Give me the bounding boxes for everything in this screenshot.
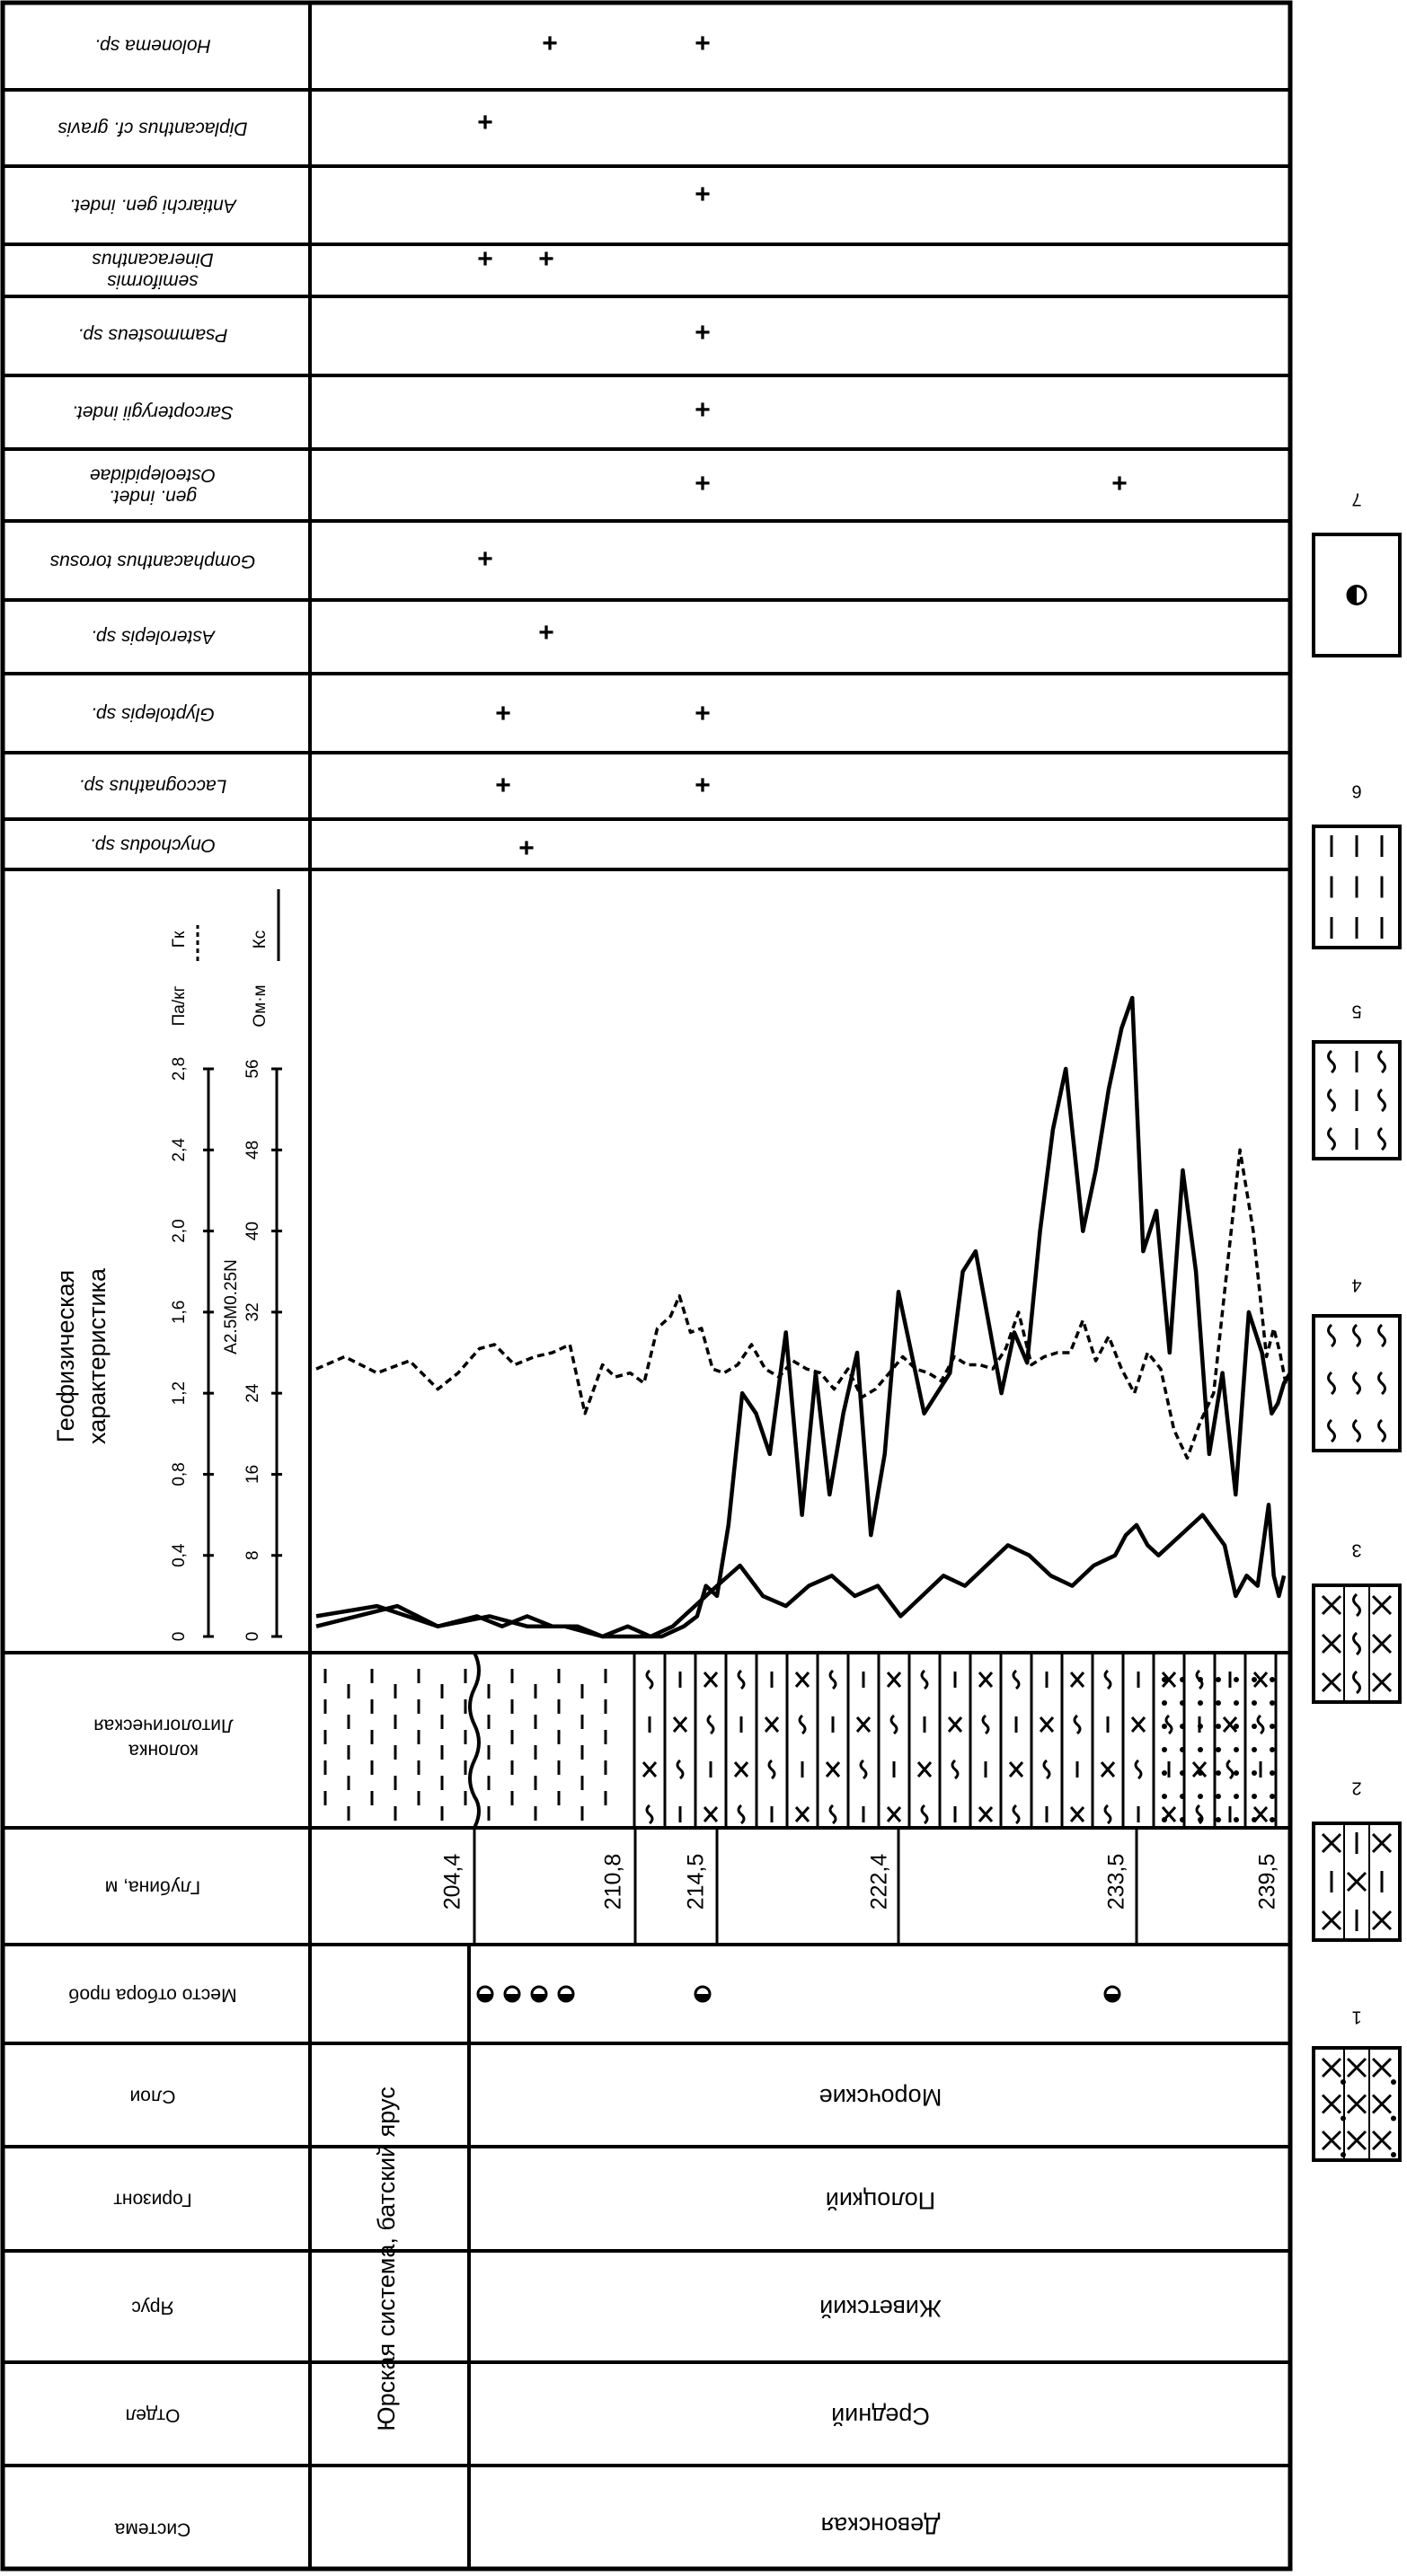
occurrence-mark: + — [695, 698, 711, 728]
ks-tick-label: 8 — [243, 1550, 263, 1561]
ks-tick-label: 56 — [243, 1059, 263, 1079]
section-body — [3, 3, 1290, 2569]
ks-unit-label: Ом·м — [251, 984, 270, 1028]
occurrence-mark: + — [695, 394, 711, 425]
header-lithology-line2: колонка — [128, 1740, 199, 1761]
outer-frame — [3, 3, 1290, 2569]
taxon-name: Holonema sp. — [94, 35, 211, 57]
taxon-name: Psammosteus sp. — [77, 324, 228, 346]
occurrence-mark: + — [538, 617, 554, 648]
gk-tick-label: 1,2 — [170, 1381, 190, 1406]
legend-pattern — [1348, 587, 1366, 604]
taxon-name: Diplacanthus cf. gravis — [58, 118, 248, 139]
legend-number: 4 — [1351, 1275, 1362, 1295]
layers-value: Морочские — [819, 2083, 942, 2111]
occurrence-mark: + — [695, 179, 711, 209]
occurrence-mark: + — [495, 770, 511, 800]
ks-tick-label: 24 — [243, 1383, 263, 1403]
taxon-name: Asterolepis sp. — [91, 626, 215, 648]
header-layers: Слои — [129, 2086, 176, 2107]
horizon-value: Полоцкий — [825, 2186, 936, 2214]
legend-number: 3 — [1351, 1539, 1362, 1560]
taxon-name: semiformis — [107, 270, 199, 292]
occurrence-mark: + — [518, 833, 535, 863]
taxon-name: Glyptolepis sp. — [91, 703, 215, 725]
taxon-name: Antiarchi gen. indet. — [69, 195, 236, 216]
ks-tick-label: 32 — [243, 1302, 263, 1322]
occurrence-mark: + — [542, 28, 558, 58]
unconformity-line — [470, 1653, 479, 1828]
stage-value: Живетский — [819, 2294, 942, 2322]
occurrence-mark: + — [695, 770, 711, 800]
legend — [1314, 490, 1400, 2160]
header-sample-site: Место отбора проб — [68, 1984, 237, 2006]
header-depth: Глубина, м — [104, 1876, 201, 1898]
taxon-name: Dineracanthus — [92, 249, 214, 270]
chart-plot — [170, 889, 1290, 1641]
depth-mark: 210,8 — [600, 1853, 626, 1910]
legend-number: 1 — [1351, 2007, 1362, 2027]
occurrence-mark: + — [477, 107, 493, 137]
ks-tick-label: 0 — [243, 1631, 263, 1642]
depth-mark: 204,4 — [439, 1853, 465, 1910]
ks-tick-label: 48 — [243, 1140, 263, 1160]
depth-mark: 233,5 — [1103, 1853, 1129, 1910]
header-geophysics-line2: характеристика — [84, 1268, 111, 1444]
gk-unit-label: Па/кг — [170, 985, 190, 1027]
header-lithology-line1: Литологическая — [93, 1715, 234, 1736]
occurrence-mark: + — [695, 468, 711, 498]
gk-tick-label: 1,6 — [170, 1300, 190, 1325]
legend-number: 6 — [1351, 781, 1362, 801]
occurrence-mark: + — [695, 28, 711, 58]
occurrence-mark: + — [538, 243, 554, 274]
ks-axis — [243, 1059, 282, 1641]
ks-tick-label: 16 — [243, 1464, 263, 1484]
occurrence-mark: + — [477, 543, 493, 574]
ks-series-line — [316, 1504, 1284, 1636]
header-system: Система — [114, 2519, 191, 2540]
occurrence-mark: + — [1111, 468, 1128, 498]
occurrence-mark: + — [477, 243, 493, 274]
gk-tick-label: 2,0 — [170, 1219, 190, 1243]
ks-legend-label: Кс — [251, 930, 270, 949]
header-stage: Ярус — [131, 2297, 174, 2318]
gk-tick-label: 2,8 — [170, 1056, 190, 1081]
taxon-name: Osteolepididae — [89, 464, 217, 486]
jurassic-label: Юрская система, батский ярус — [373, 2086, 401, 2431]
taxon-name: gen. indet. — [108, 486, 198, 507]
occurrence-mark: + — [695, 317, 711, 348]
lithology-pattern — [325, 1653, 1276, 1828]
header-horizon: Горизонт — [113, 2189, 192, 2210]
taxon-name: Onychodus sp. — [89, 834, 217, 856]
gk-legend-label: Гк — [170, 931, 190, 948]
system-value: Девонская — [820, 2511, 941, 2539]
gk-tick-label: 0 — [170, 1631, 190, 1642]
ks-tick-label: 40 — [243, 1222, 263, 1241]
legend-number: 5 — [1351, 1001, 1362, 1021]
taxon-name: Laccognathus sp. — [78, 775, 227, 797]
legend-number: 2 — [1351, 1778, 1362, 1798]
gk-tick-label: 2,4 — [170, 1138, 190, 1162]
legend-pattern — [1323, 1823, 1391, 1940]
depth-mark: 214,5 — [683, 1853, 709, 1910]
series-value: Средний — [831, 2402, 930, 2430]
header-geophysics-line1: Геофизическая — [52, 1269, 80, 1443]
occurrence-mark: + — [495, 698, 511, 728]
header-series: Отдел — [125, 2404, 181, 2426]
taxon-name: Gomphacanthus torosus — [49, 551, 256, 572]
gk-axis — [170, 1057, 214, 1642]
taxon-name: Sarcopterygii indet. — [72, 401, 234, 423]
legend-number: 7 — [1351, 489, 1362, 509]
probe-label: A2.5M0.25N — [222, 1259, 242, 1354]
depth-mark: 239,5 — [1254, 1853, 1280, 1910]
depth-mark: 222,4 — [866, 1853, 892, 1910]
gk-tick-label: 0,8 — [170, 1462, 190, 1486]
gk-tick-label: 0,4 — [170, 1543, 190, 1567]
